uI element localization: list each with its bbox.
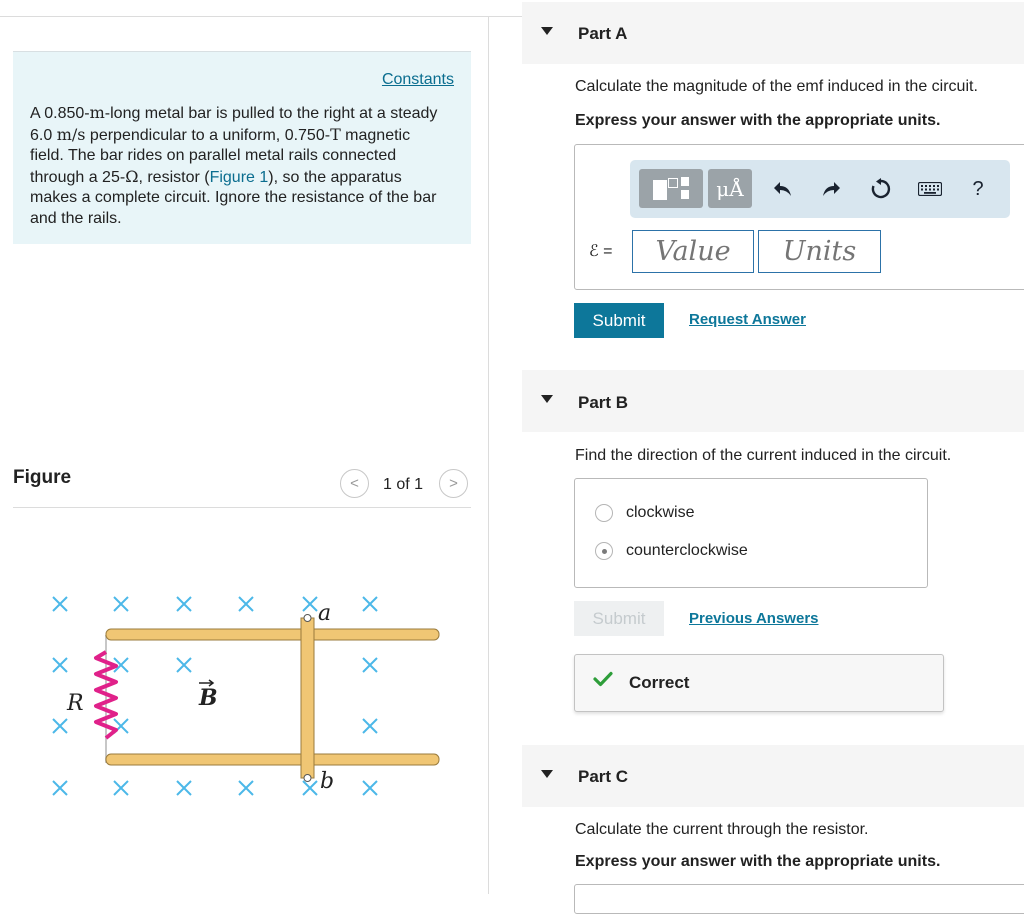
field-x-mark xyxy=(177,597,191,611)
field-x-mark xyxy=(53,597,67,611)
circuit-figure xyxy=(13,580,463,810)
choice-label: clockwise xyxy=(626,504,695,521)
checkmark-icon xyxy=(593,671,613,687)
field-x-mark xyxy=(363,781,377,795)
label-b: b xyxy=(320,769,335,794)
part-b-choices xyxy=(574,478,928,588)
previous-answers-link[interactable]: Previous Answers xyxy=(689,610,819,627)
field-x-mark xyxy=(53,658,67,672)
part-c-title: Part C xyxy=(578,767,629,786)
help-icon: ? xyxy=(972,177,984,200)
field-x-mark xyxy=(303,781,317,795)
part-a-title: Part A xyxy=(578,24,628,43)
field-x-mark xyxy=(303,597,317,611)
label-R: R xyxy=(67,691,84,716)
column-divider xyxy=(488,17,489,894)
part-a-header[interactable] xyxy=(522,2,1024,64)
label-a: a xyxy=(318,601,332,626)
bottom-rail xyxy=(106,754,439,765)
part-c-answer-area xyxy=(574,884,1024,914)
contact-a xyxy=(304,615,311,622)
templates-icon xyxy=(648,174,694,204)
collapse-triangle-icon xyxy=(541,770,553,778)
figure-divider xyxy=(13,507,471,508)
help-button[interactable] xyxy=(963,174,993,204)
reset-icon xyxy=(870,178,892,200)
metal-bar xyxy=(301,618,314,778)
part-b-submit-button[interactable]: Submit xyxy=(574,601,664,636)
top-rail xyxy=(106,629,439,640)
part-c-question: Calculate the current through the resistor. xyxy=(575,821,869,838)
part-a-submit-button[interactable]: Submit xyxy=(574,303,664,338)
value-input[interactable] xyxy=(632,230,754,273)
reset-button[interactable] xyxy=(866,174,896,204)
figure-link[interactable]: Figure 1 xyxy=(209,168,269,186)
field-x-mark xyxy=(177,781,191,795)
part-b-question: Find the direction of the current induced in the circuit. xyxy=(575,447,952,464)
part-a-question: Calculate the magnitude of the emf induced in the circuit. xyxy=(575,78,978,95)
field-x-mark xyxy=(239,597,253,611)
radio-clockwise[interactable] xyxy=(595,504,613,522)
problem-statement xyxy=(13,51,471,244)
collapse-triangle-icon xyxy=(541,395,553,403)
part-b-header[interactable] xyxy=(522,370,1024,432)
problem-text: A 0.850-m-long metal bar is pulled to the right at a steady 6.0 m/s perpendicular to a uniform, 0.750-T magnetic field. The bar rides on parallel metal rails connected through a 25-Ω, resistor (Figure 1), so the apparatus makes a complete circuit. Ignore the resistance of the bar and the rails. xyxy=(30,103,438,227)
request-answer-link[interactable]: Request Answer xyxy=(689,311,806,328)
field-x-mark xyxy=(363,719,377,733)
feedback-correct xyxy=(574,654,944,712)
keyboard-icon xyxy=(918,182,942,196)
field-x-mark xyxy=(239,781,253,795)
field-x-mark xyxy=(114,781,128,795)
redo-icon xyxy=(820,180,842,198)
emf-symbol-label: ℰ = xyxy=(589,243,613,260)
units-input[interactable] xyxy=(758,230,881,273)
templates-button[interactable] xyxy=(639,169,703,208)
field-x-mark xyxy=(53,719,67,733)
figure-pager-count: 1 of 1 xyxy=(383,476,424,493)
field-x-mark xyxy=(114,597,128,611)
chevron-right-icon: > xyxy=(449,475,458,492)
choice-label: counterclockwise xyxy=(626,542,748,559)
field-x-mark xyxy=(363,597,377,611)
keyboard-button[interactable] xyxy=(915,174,945,204)
constants-link[interactable]: Constants xyxy=(381,71,454,88)
feedback-text: Correct xyxy=(629,673,690,692)
part-b-title: Part B xyxy=(578,393,629,412)
field-x-mark xyxy=(177,658,191,672)
label-B: B xyxy=(199,685,218,711)
undo-icon xyxy=(772,180,794,198)
units-icon: μÅ xyxy=(716,176,744,201)
field-x-mark xyxy=(363,658,377,672)
chevron-left-icon: < xyxy=(350,475,359,492)
previous-figure-button[interactable] xyxy=(340,469,369,498)
redo-button[interactable] xyxy=(816,174,846,204)
contact-b xyxy=(304,775,311,782)
choice-clockwise[interactable] xyxy=(595,504,694,522)
units-button[interactable] xyxy=(708,169,752,208)
part-a-instruction: Express your answer with the appropriate units. xyxy=(575,112,941,129)
field-x-mark xyxy=(53,781,67,795)
math-toolbar xyxy=(630,160,1010,218)
undo-button[interactable] xyxy=(768,174,798,204)
choice-counterclockwise[interactable] xyxy=(595,542,748,560)
part-c-instruction: Express your answer with the appropriate units. xyxy=(575,853,941,870)
next-figure-button[interactable] xyxy=(439,469,468,498)
collapse-triangle-icon xyxy=(541,27,553,35)
figure-title: Figure xyxy=(13,467,72,488)
radio-counterclockwise[interactable] xyxy=(595,542,613,560)
part-c-header[interactable] xyxy=(522,745,1024,807)
